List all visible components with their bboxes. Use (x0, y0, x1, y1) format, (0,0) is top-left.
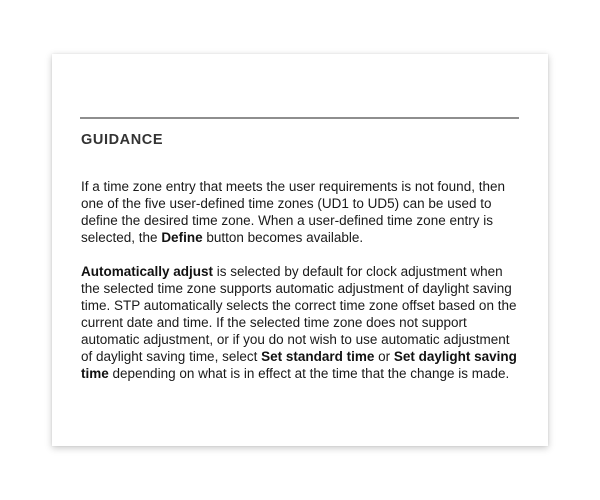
guidance-paragraph-2 (81, 263, 523, 382)
set-standard-time-reference: Set standard time (261, 349, 375, 364)
paragraph-text: button becomes available. (202, 230, 364, 245)
automatically-adjust-reference: Automatically adjust (81, 264, 214, 279)
paragraph-text: is selected by default for clock adjustment when the selected time zone supports automatic adjustment of daylight saving time. STP automatically selects the correct time zone offset based on the current date and time. If the selected time zone does not support automatic adjustment, or if you do not wish to use automatic adjustment of daylight saving time, select (81, 264, 517, 364)
guidance-card (52, 54, 548, 446)
paragraph-text: depending on what is in effect at the time that the change is made. (108, 366, 510, 381)
define-button-reference: Define (161, 230, 203, 245)
set-daylight-saving-time-reference: Set daylight saving time (81, 349, 517, 381)
guidance-paragraph-1 (81, 178, 523, 246)
paragraph-text: If a time zone entry that meets the user requirements is not found, then one of the five user-defined time zones (UD1 to UD5) can be used to define the desired time zone. When a user-defined time zone entry is selected, the (81, 179, 505, 245)
divider (80, 117, 519, 119)
section-heading: GUIDANCE (81, 132, 164, 148)
paragraph-text: or (374, 349, 394, 364)
